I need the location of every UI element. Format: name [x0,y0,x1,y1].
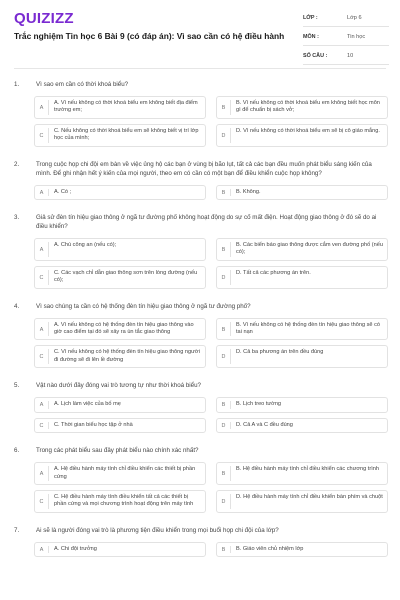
header-divider [14,68,386,69]
answer-option[interactable] [34,490,206,513]
answer-option[interactable] [216,185,388,200]
question-text: Giả sử đèn tín hiệu giao thông ở ngã tư đường phố không hoạt động do sự cố mất điện. Hoạt động giao thông ở đó sẽ do ai điều khiển? [36,214,377,231]
option-letter-box: B [217,322,231,337]
answer-options [34,542,388,557]
meta-row-class [303,10,389,27]
option-text: A. Chi đội trưởng [54,545,97,552]
option-letter-box: A [35,322,49,337]
option-letter-box: B [217,401,231,408]
option-text: B. Giáo viên chủ nhiệm lớp [236,545,304,552]
option-text: B. Vì nếu không có hệ thống đèn tín hiệu giao thông sẽ có tai nạn [236,321,380,336]
option-letter-box: D [217,422,231,429]
question-text: Trong cuộc họp chi đội em bàn về việc ủng hộ các bạn ở vùng bị bão lụt, tất cả các bạn đều muốn phát biểu sáng kiến của mình. Để ghi nhận hết ý kiến của mọi người, theo em có cần có một bạn để điều khiển cuộc họp không? [36,160,372,177]
meta-value: Tin học [347,34,366,40]
answer-option[interactable] [34,124,206,147]
answer-option[interactable] [216,490,388,513]
question-header [14,446,388,455]
answer-options [34,238,388,289]
option-letter-box: C [35,270,49,285]
answer-option[interactable] [216,238,388,261]
question-item [14,213,388,289]
answer-option[interactable] [34,462,206,485]
option-letter-box: D [217,349,231,364]
answer-option[interactable] [34,238,206,261]
answer-option[interactable] [216,345,388,368]
question-number: 3. [14,214,20,222]
option-letter-box: A [35,466,49,481]
option-letter-box: B [217,466,231,481]
option-text: D. Cả A và C đều đúng [236,421,293,428]
meta-value: Lớp 6 [347,15,362,21]
option-text: D. Tất cả các phương án trên. [236,269,311,276]
option-text: D. Hệ điều hành máy tính chỉ điều khiển bàn phím và chuột [236,493,383,500]
question-number: 4. [14,302,20,310]
question-header [14,302,388,311]
option-text: A. Vì nếu không có hệ thống đèn tín hiệu giao thông vào giờ cao điểm tại đó sẽ xảy ra ùn tắc giao thông [54,321,194,336]
answer-option[interactable] [216,124,388,147]
question-item [14,160,388,200]
option-letter-box: B [217,546,231,553]
question-number: 1. [14,81,20,88]
option-text: B. Các biển báo giao thông được cắm ven đường phố (nếu có); [236,242,383,256]
answer-options [34,185,388,200]
answer-option[interactable] [34,345,206,368]
answer-options [34,318,388,369]
question-header [14,213,388,231]
question-header [14,381,388,390]
meta-value: 10 [347,53,354,59]
answer-option[interactable] [216,397,388,412]
option-text: B. Hệ điều hành máy tính chỉ điều khiển các chương trình [236,466,379,473]
answer-option[interactable] [34,542,206,557]
answer-options [34,96,388,147]
option-text: A. Hệ điều hành máy tính chỉ điều khiển các thiết bị phần cứng [54,466,196,480]
option-letter-box: A [35,546,49,553]
page-title: Trắc nghiệm Tin học 6 Bài 9 (có đáp án): Vì sao cần có hệ điều hành [14,31,285,41]
option-letter-box: A [35,189,49,196]
question-number: 7. [14,526,20,534]
option-text: B. Lịch treo tường [236,401,282,408]
question-item [14,526,388,557]
option-text: A. Có ; [54,188,72,195]
question-text: Vật nào dưới đây đóng vai trò tương tự như thời khoá biểu? [36,382,201,390]
option-text: C. Hệ điều hành máy tính điều khiển tất cả các thiết bị phần cứng và mọi chương trình hoạt động trên máy tính [54,493,194,508]
quizizz-logo: QUIZIZZ [14,10,74,27]
meta-table [303,10,389,67]
question-item [14,446,388,513]
answer-option[interactable] [216,418,388,433]
answer-option[interactable] [216,542,388,557]
answer-option[interactable] [34,318,206,341]
question-item [14,302,388,369]
question-text: Ai sẽ là người đóng vai trò là phương tiện điều khiển trong mọi buổi họp chi đội của lớp? [36,526,279,534]
answer-option[interactable] [216,266,388,289]
option-text: C. Các vạch chỉ dẫn giao thông sơn trên lòng đường (nếu có); [54,269,198,284]
question-text: Trong các phát biểu sau đây phát biểu nào chính xác nhất? [36,447,199,455]
meta-label: LỚP : [303,15,318,21]
option-letter-box: C [35,422,49,429]
option-letter-box: D [217,270,231,285]
answer-option[interactable] [216,462,388,485]
answer-option[interactable] [34,418,206,433]
answer-option[interactable] [34,397,206,412]
question-number: 2. [14,160,20,168]
option-letter-box: B [217,242,231,257]
option-text: C. Thời gian biểu học tập ở nhà [54,421,133,428]
worksheet-header [0,0,400,66]
option-text: D. Cả ba phương án trên đều đúng [236,349,324,356]
option-letter-box: C [35,494,49,509]
option-text: B. Vì nếu không có thời khoá biểu em không biết học môn gì để chuẩn bị sách vở; [236,100,380,114]
answer-option[interactable] [34,266,206,289]
option-letter-box: A [35,100,49,115]
meta-label: MÔN : [303,34,319,40]
option-letter-box: C [35,128,49,143]
option-letter-box: D [217,128,231,143]
answer-option[interactable] [216,96,388,119]
option-letter-box: A [35,401,49,408]
question-text: Vì sao chúng ta cần có hệ thống đèn tín hiệu giao thông ở ngã tư đường phố? [36,302,251,310]
answer-options [34,397,388,433]
meta-row-count [303,48,389,65]
question-header [14,80,388,89]
question-header [14,526,388,535]
meta-row-subject [303,29,389,46]
question-item [14,381,388,433]
question-list [14,80,388,570]
question-item [14,80,388,147]
answer-option[interactable] [34,185,206,200]
answer-option[interactable] [216,318,388,341]
option-letter-box: C [35,349,49,364]
question-number: 5. [14,382,20,390]
option-text: A. Vì nếu không có thời khoá biểu em không biết địa điểm trường em; [54,100,198,114]
option-text: C. Nếu không có thời khoá biểu em sẽ không biết vị trí lớp học của mình; [54,127,199,142]
question-text: Vì sao em cần có thời khoá biểu? [36,81,129,88]
option-text: A. Lịch làm việc của bố mẹ [54,401,121,408]
option-letter-box: B [217,100,231,115]
option-text: A. Chú công an (nếu có); [54,242,117,249]
option-text: C. Vì nếu không có hệ thống đèn tín hiệu giao thông người đi đường sẽ đi lên lề đường [54,349,200,363]
answer-options [34,462,388,513]
option-letter-box: A [35,242,49,257]
answer-option[interactable] [34,96,206,119]
option-text: B. Không. [236,188,261,195]
question-header [14,160,388,178]
question-number: 6. [14,447,20,455]
meta-label: SỐ CÂU : [303,53,328,59]
option-letter-box: D [217,494,231,509]
option-text: D. Vì nếu không có thời khoá biểu em sẽ bị cô giáo mắng. [236,127,380,134]
option-letter-box: B [217,189,231,196]
